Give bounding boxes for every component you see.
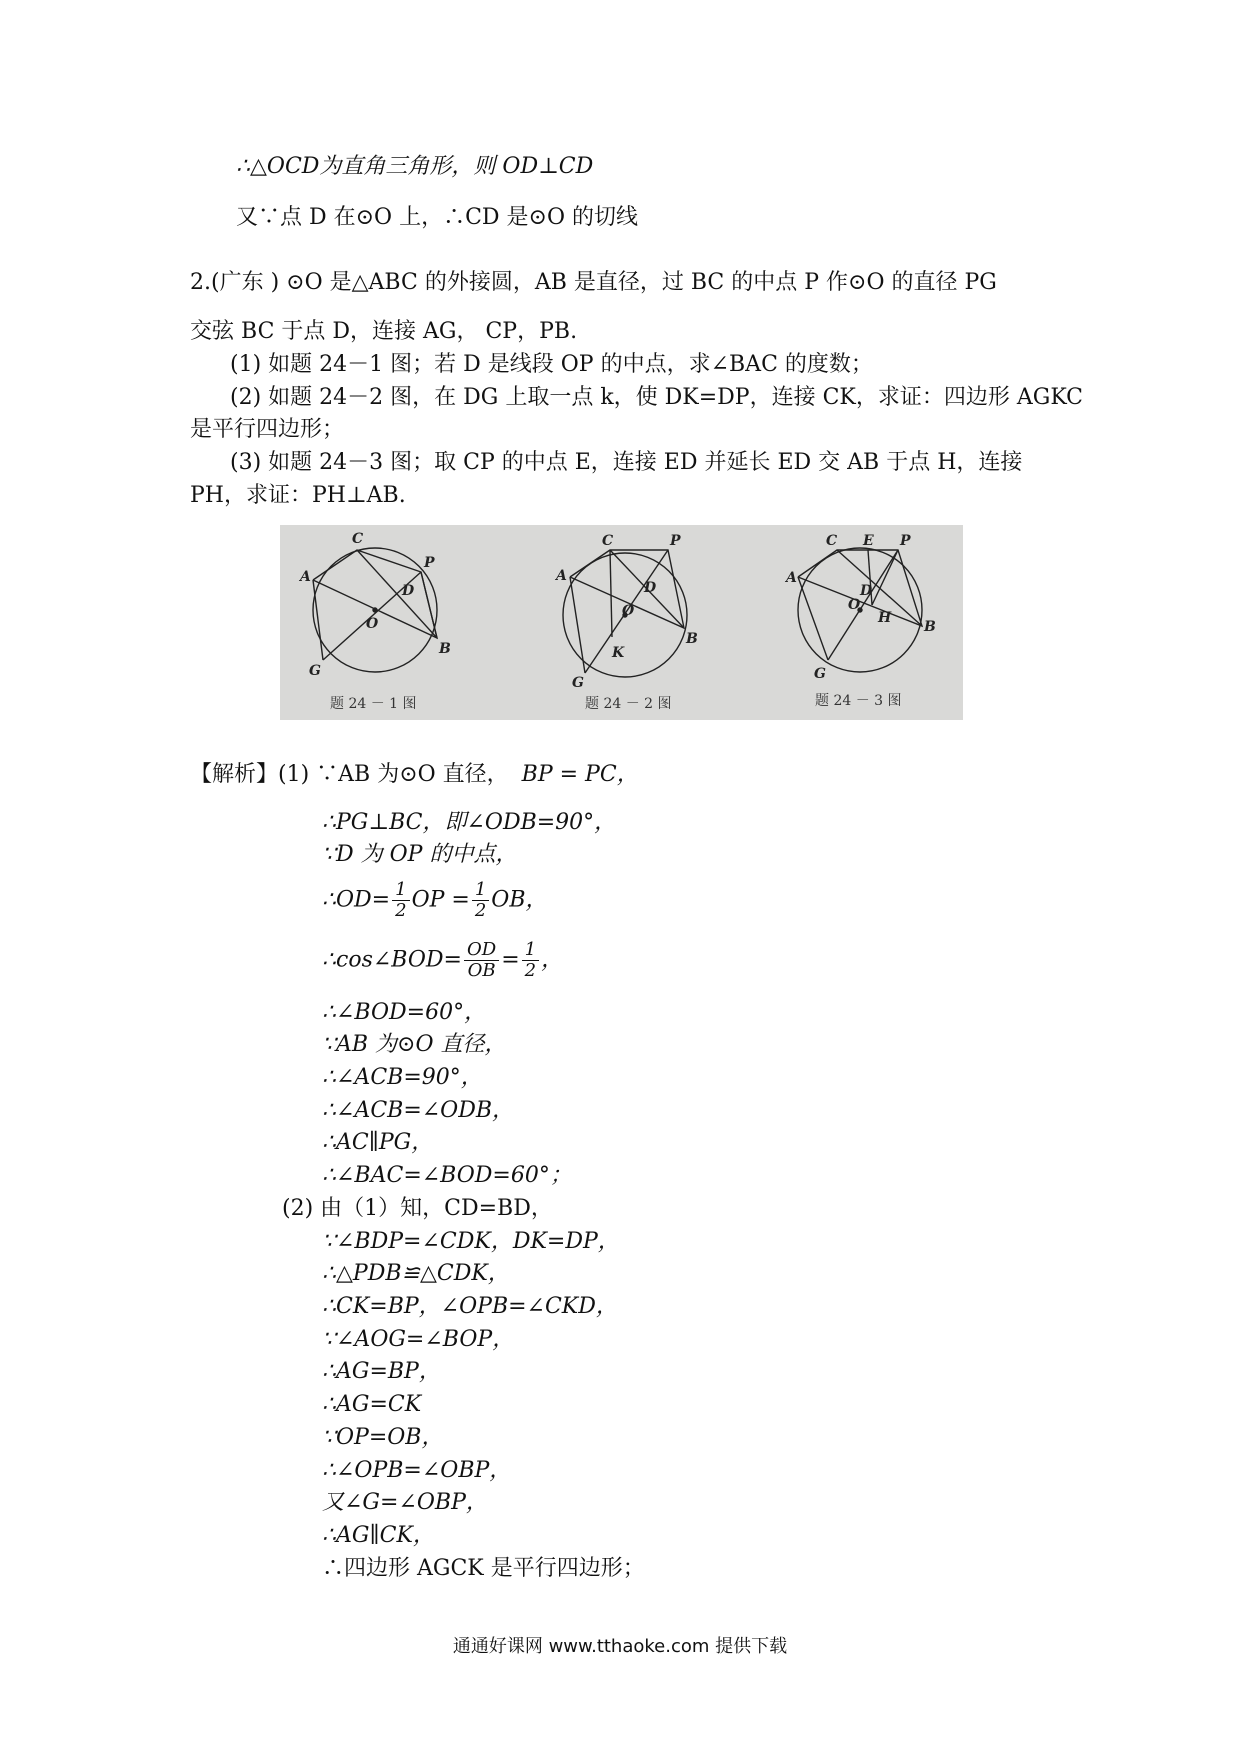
part-2-step-9: 又∠G=∠OBP， [322,1490,488,1515]
fraction-half-1 [392,880,409,921]
part-2-step-11: ∴四边形 AGCK 是平行四边形； [322,1556,645,1581]
label-h-3: H [878,610,892,626]
solution-step-7: ∴∠ACB=90°， [322,1065,483,1090]
fraction-half-3-num: 1 [522,940,539,961]
problem-intro-1: 2.(广东 ) ⊙O 是△ABC 的外接圆，AB 是直径，过 BC 的中点 P 作⊙O 的直径 PG [190,270,997,295]
solution-step-10: ∴∠BAC=∠BOD=60°； [322,1163,572,1188]
step-3-middle: OP = [411,887,470,913]
figure-1-pb [421,572,437,638]
solution-head [190,760,639,790]
figures-strip [280,525,963,720]
step-3-end: OB， [491,887,548,913]
page-footer: 通通好课网 www.tthaoke.com 提供下载 [452,1636,788,1657]
figure-3-ph [872,550,898,605]
figure-2-ag [570,577,585,673]
label-c-1: C [352,531,364,547]
solution-step-8: ∴∠ACB=∠ODB， [322,1098,515,1123]
solution-step-5: ∴∠BOD=60°， [322,1000,487,1025]
label-p-2: P [670,533,681,549]
caption-24-2: 题 24 － 2 图 [585,696,672,712]
fraction-half-2-den: 2 [474,900,487,921]
part-2-step-3: ∴CK=BP，∠OPB=∠CKD， [322,1294,618,1319]
question-1: (1) 如题 24－1 图；若 D 是线段 OP 的中点，求∠BAC 的度数； [230,352,873,377]
label-o-3: O [848,597,861,613]
label-d-3: D [860,583,873,599]
solution-step-9: ∴AC∥PG， [322,1130,434,1155]
fraction-half-3-den: 2 [524,960,537,981]
prev-line-2: 又∵点 D 在⊙O 上，∴CD 是⊙O 的切线 [236,205,639,230]
solution-step-1: ∴PG⊥BC，即∠ODB=90°， [322,810,617,835]
fraction-od-ob [464,940,499,981]
figure-3-pg [828,550,898,660]
label-b-2: B [686,631,698,647]
fraction-half-2-num: 1 [472,880,489,901]
fraction-half-3 [522,940,539,981]
step-4-end: ， [541,947,564,973]
fraction-half-1-num: 1 [392,880,409,901]
label-g-3: G [814,666,826,682]
step-4-equals: = [501,947,520,973]
fraction-half-1-den: 2 [395,900,407,921]
label-g-1: G [309,663,321,679]
part-2-step-2: ∴△PDB≌△CDK， [322,1261,510,1286]
step-3-prefix: ∴OD= [322,887,391,913]
solution-step-2: ∵D 为 OP 的中点， [322,842,518,867]
label-p-1: P [424,555,435,571]
question-3-b: PH，求证：PH⊥AB. [190,483,406,508]
part-2-step-1: ∵∠BDP=∠CDK，DK=DP， [322,1229,620,1254]
question-2-b: 是平行四边形； [190,417,345,442]
question-2-a: (2) 如题 24－2 图，在 DG 上取一点 k，使 DK=DP，连接 CK，求证：四边形 AGKC [230,385,1083,410]
problem-intro-2: 交弦 BC 于点 D，连接 AG， CP，PB. [190,319,578,344]
part-2-step-6: ∴AG=CK [322,1392,422,1417]
label-o-2: O [622,603,635,619]
label-a-1: A [300,569,311,585]
step-4-prefix: ∴cos∠BOD= [322,947,462,973]
figure-2-ck [610,550,612,637]
part-2-head: (2) 由（1）知，CD=BD， [282,1196,553,1221]
part-2-step-10: ∴AG∥CK， [322,1523,435,1548]
part-2-step-7: ∵OP=OB， [322,1425,444,1450]
solution-head-text: 【解析】(1) ∵AB 为⊙O 直径， [190,762,509,787]
part-2-step-8: ∴∠OPB=∠OBP， [322,1458,512,1483]
caption-24-3: 题 24 － 3 图 [815,693,902,709]
solution-step-3 [322,880,548,921]
geometry-figures [280,525,963,720]
solution-step-6: ∵AB 为⊙O 直径， [322,1032,507,1057]
label-o-1: O [366,616,379,632]
fraction-od: OD [464,940,499,961]
label-c-2: C [602,533,614,549]
label-d-1: D [402,583,415,599]
label-g-2: G [572,675,584,691]
label-a-3: A [786,570,797,586]
solution-step-4 [322,940,563,981]
label-d-2: D [644,580,657,596]
label-b-3: B [924,619,936,635]
part-2-step-4: ∵∠AOG=∠BOP， [322,1327,515,1352]
fraction-ob: OB [467,960,496,981]
label-e-3: E [863,533,874,549]
caption-24-1: 题 24 － 1 图 [330,696,417,712]
figure-24-1 [313,548,437,672]
solution-head-equation: BP = PC， [521,762,639,787]
label-b-1: B [439,641,451,657]
question-3-a: (3) 如题 24－3 图；取 CP 的中点 E，连接 ED 并延长 ED 交 AB 于点 H，连接 [230,450,1023,475]
label-p-3: P [900,533,911,549]
label-a-2: A [556,568,567,584]
center-dot-1 [373,608,377,612]
part-2-step-5: ∴AG=BP， [322,1359,441,1384]
label-c-3: C [826,533,838,549]
fraction-half-2 [472,880,489,921]
prev-line-1: ∴△OCD为直角三角形，则 OD⊥CD [236,154,594,179]
label-k-2: K [612,645,625,661]
figure-3-ag [798,577,828,660]
